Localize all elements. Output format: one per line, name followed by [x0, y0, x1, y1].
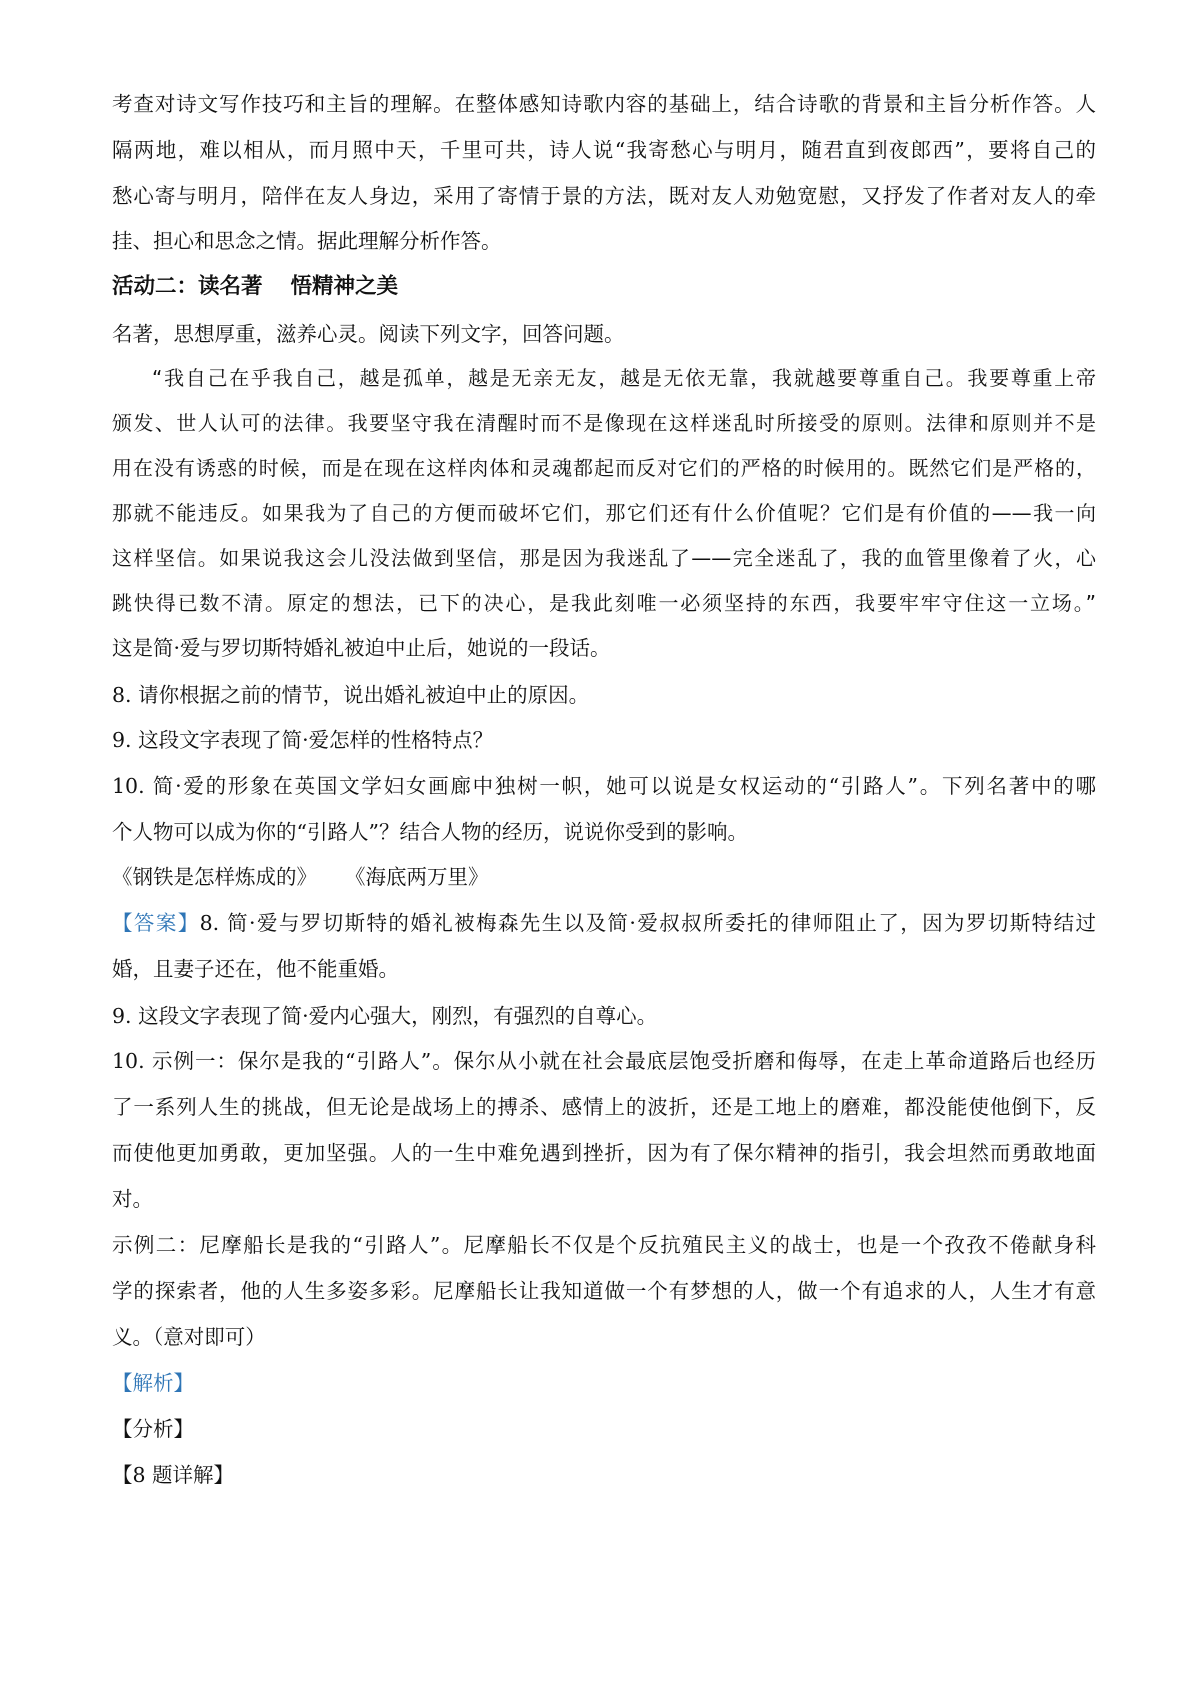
question-10-line: 个人物可以成为你的“引路人”？结合人物的经历，说说你受到的影响。 [112, 820, 748, 844]
book-options [112, 862, 489, 892]
question-10-line: 10. 简·爱的形象在英国文学妇女画廊中独树一帜，她可以说是女权运动的“引路人”。下列名著中的哪 [112, 774, 1096, 798]
analysis-label: 【分析】 [112, 1417, 194, 1441]
activity-heading-part1: 活动二：读名著 [112, 274, 263, 299]
answer-9: 9. 这段文字表现了简·爱内心强大，刚烈，有强烈的自尊心。 [112, 1004, 658, 1028]
quote-line: 跳快得已数不清。原定的想法，已下的决心，是我此刻唯一必须坚持的东西，我要牢牢守住这一立场。” [112, 591, 1096, 615]
activity-heading-part2: 悟精神之美 [290, 274, 399, 299]
analysis-line: 考查对诗文写作技巧和主旨的理解。在整体感知诗歌内容的基础上，结合诗歌的背景和主旨分析作答。人 [112, 92, 1096, 116]
book-option: 《海底两万里》 [345, 865, 489, 889]
answer-10-line: 学的探索者，他的人生多姿多彩。尼摩船长让我知道做一个有梦想的人，做一个有追求的人，人生才有意 [112, 1279, 1096, 1303]
answer-10-line: 义。（意对即可） [112, 1325, 266, 1349]
answer-10-line: 10. 示例一：保尔是我的“引路人”。保尔从小就在社会最底层饱受折磨和侮辱，在走上革命道路后也经历 [112, 1049, 1096, 1073]
quote-context: 这是简·爱与罗切斯特婚礼被迫中止后，她说的一段话。 [112, 636, 611, 660]
question-9: 9. 这段文字表现了简·爱怎样的性格特点？ [112, 728, 494, 752]
answer-10-line: 示例二：尼摩船长是我的“引路人”。尼摩船长不仅是个反抗殖民主义的战士，也是一个孜孜不倦献身科 [112, 1233, 1096, 1257]
detail-label: 【8 题详解】 [112, 1463, 235, 1487]
quote-line: “我自己在乎我自己，越是孤单，越是无亲无友，越是无依无靠，我就越要尊重自己。我要尊重上帝 [152, 366, 1096, 390]
activity-heading [112, 272, 398, 302]
quote-line: 颁发、世人认可的法律。我要坚守我在清醒时而不是像现在这样迷乱时所接受的原则。法律和原则并不是 [112, 411, 1096, 435]
quote-line: 这样坚信。如果说我这会儿没法做到坚信，那是因为我迷乱了——完全迷乱了，我的血管里像着了火，心 [112, 546, 1096, 570]
answer-10-line: 而使他更加勇敢，更加坚强。人的一生中难免遇到挫折，因为有了保尔精神的指引，我会坦然而勇敢地面 [112, 1141, 1096, 1165]
question-8: 8. 请你根据之前的情节，说出婚礼被迫中止的原因。 [112, 683, 590, 707]
answer-8-line [112, 908, 1096, 938]
book-option: 《钢铁是怎样炼成的》 [112, 865, 317, 889]
answer-10-line: 对。 [112, 1187, 153, 1211]
analysis-line: 隔两地，难以相从，而月照中天，千里可共，诗人说“我寄愁心与明月，随君直到夜郎西”，要将自己的 [112, 138, 1096, 162]
answer-tag: 【答案】 [112, 911, 200, 935]
quote-line: 用在没有诱惑的时候，而是在现在这样肉体和灵魂都起而反对它们的严格的时候用的。既然它们是严格的， [112, 456, 1096, 480]
analysis-line: 挂、担心和思念之情。据此理解分析作答。 [112, 229, 502, 253]
answer-8-text: 8. 简·爱与罗切斯特的婚礼被梅森先生以及简·爱叔叔所委托的律师阻止了，因为罗切斯特结过 [199, 911, 1097, 935]
analysis-line: 愁心寄与明月，陪伴在友人身边，采用了寄情于景的方法，既对友人劝勉宽慰，又抒发了作者对友人的牵 [112, 184, 1096, 208]
activity-intro: 名著，思想厚重，滋养心灵。阅读下列文字，回答问题。 [112, 322, 625, 346]
quote-line: 那就不能违反。如果我为了自己的方便而破坏它们，那它们还有什么价值呢？它们是有价值的——我一向 [112, 501, 1096, 525]
answer-8-line: 婚，且妻子还在，他不能重婚。 [112, 957, 399, 981]
explanation-tag: 【解析】 [112, 1371, 194, 1395]
answer-10-line: 了一系列人生的挑战，但无论是战场上的搏杀、感情上的波折，还是工地上的磨难，都没能使他倒下，反 [112, 1095, 1096, 1119]
